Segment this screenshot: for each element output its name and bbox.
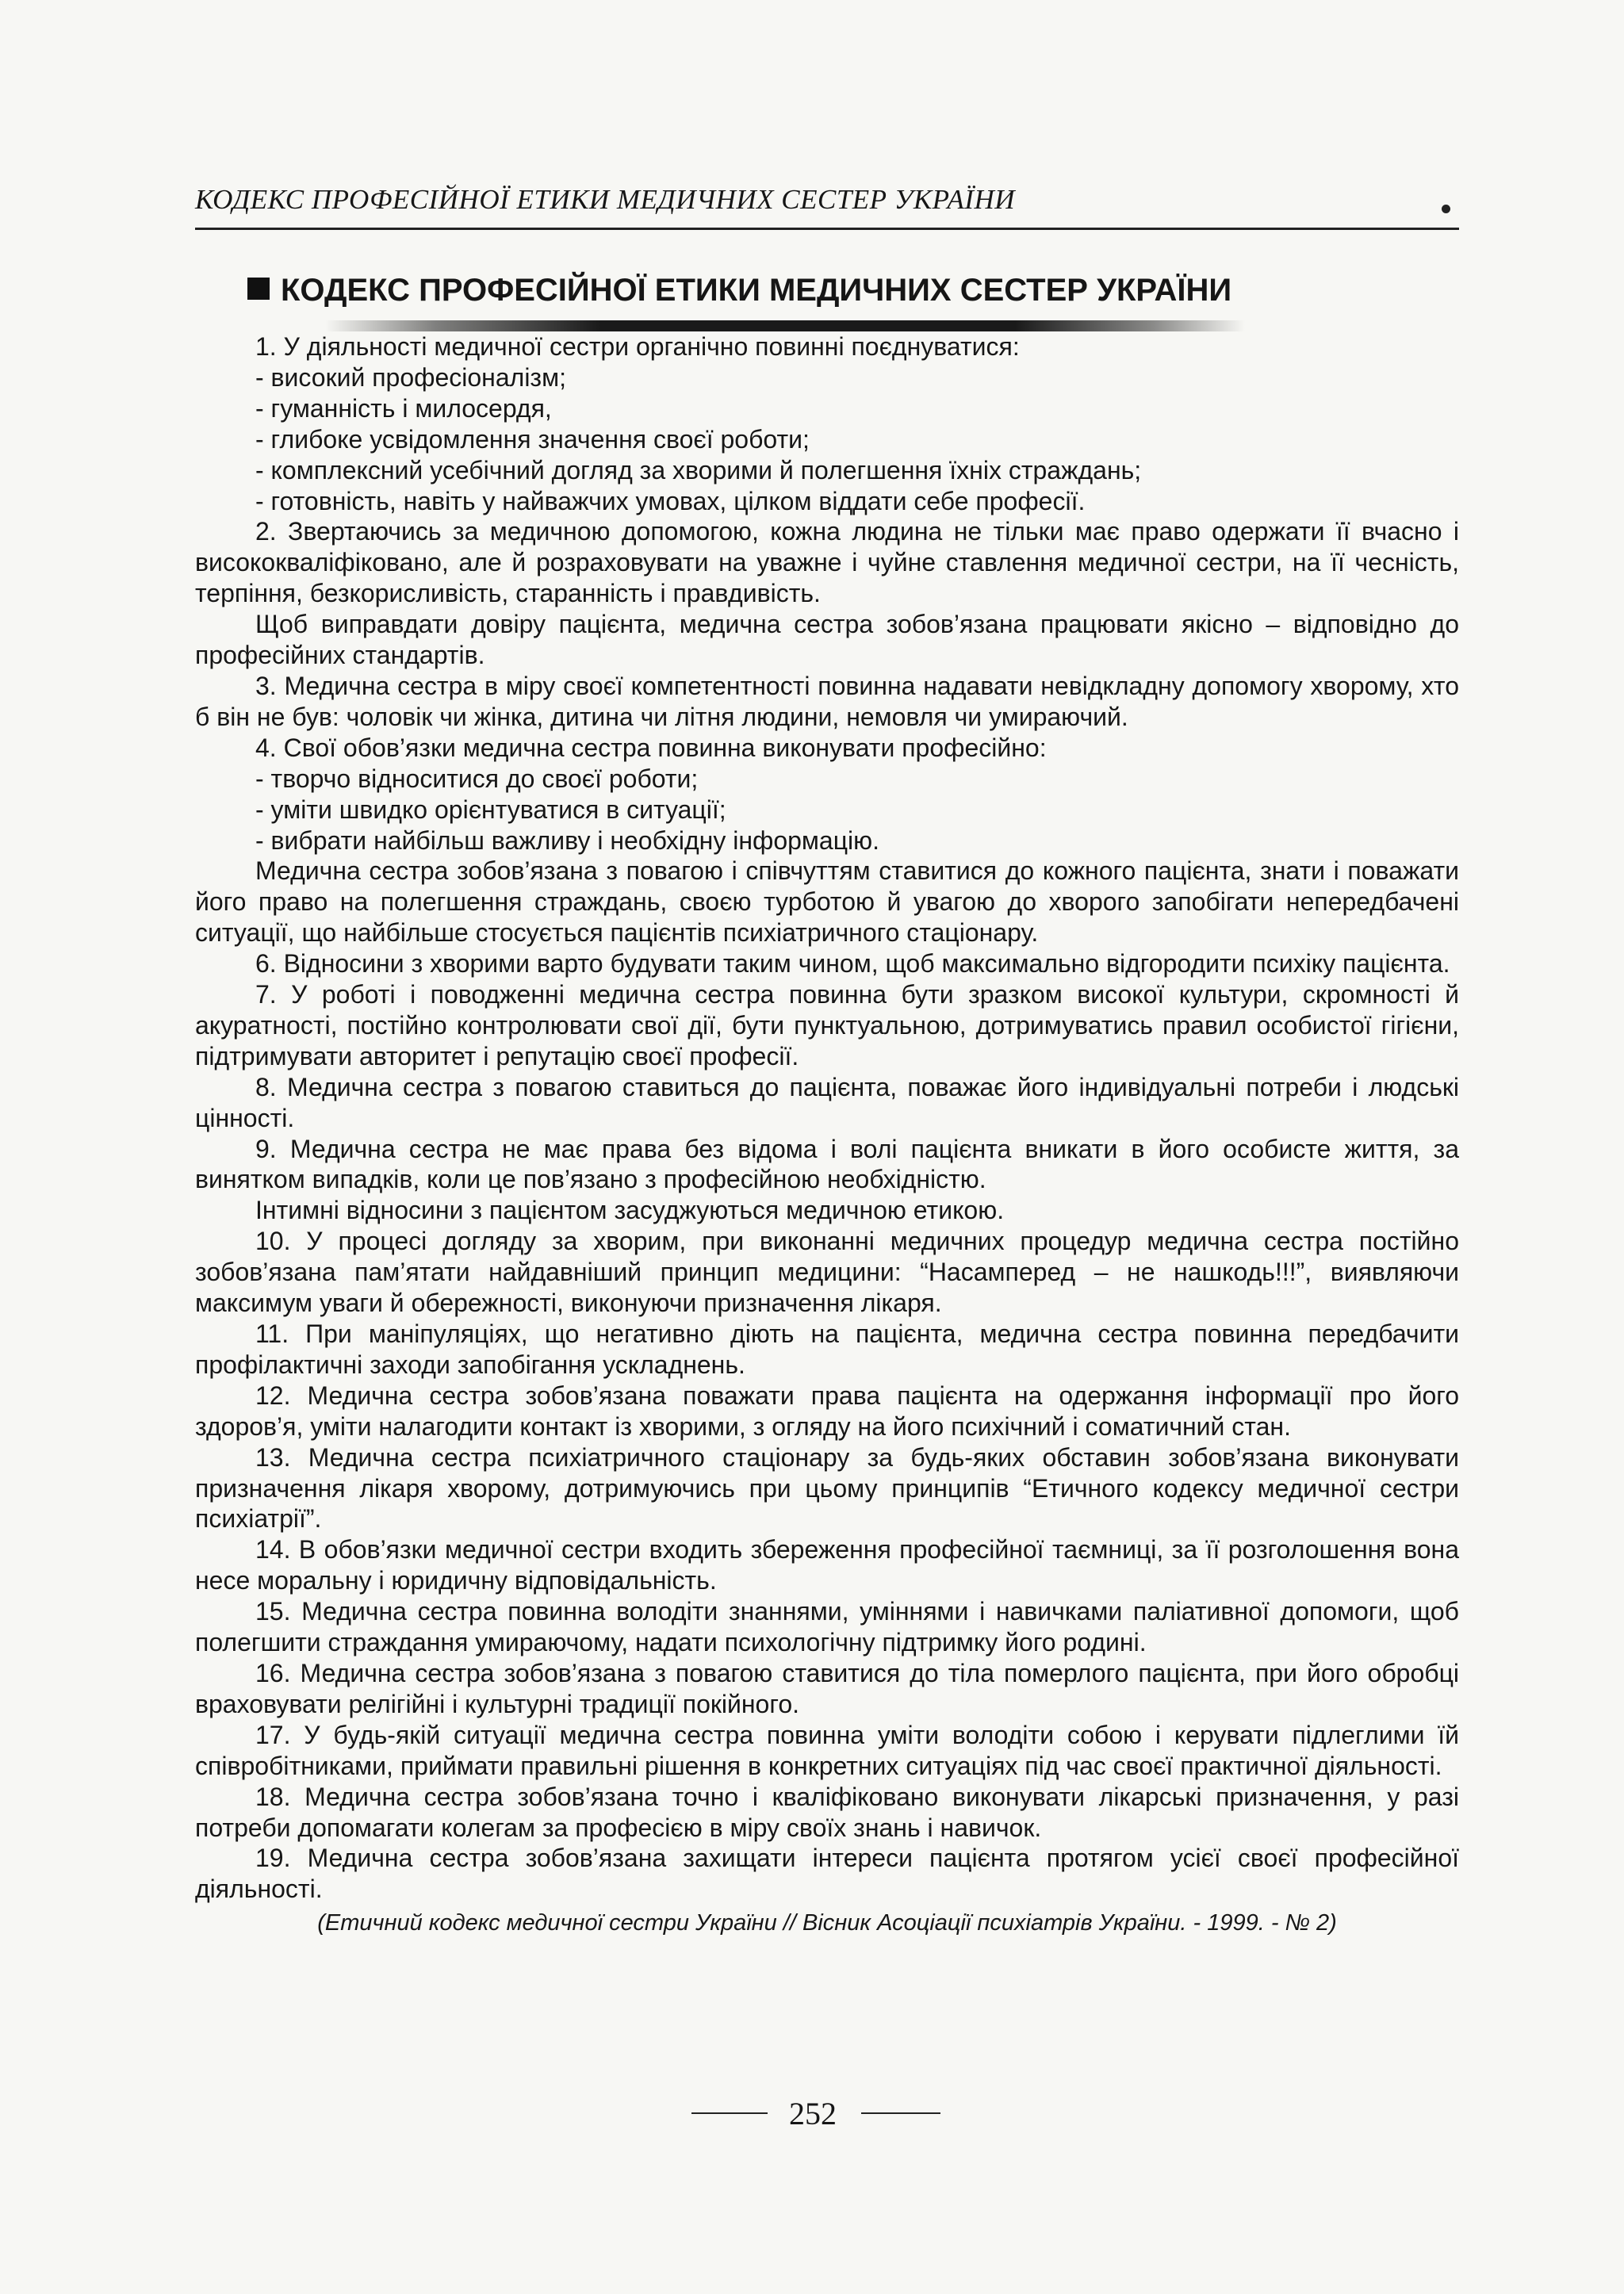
list-item: - творчо відноситися до своєї роботи;: [255, 764, 699, 793]
page-number: 252: [789, 2096, 837, 2131]
footer-rule-left: [691, 2112, 768, 2114]
paragraph: 18. Медична сестра зобов’язана точно і кваліфіковано виконувати лікарські призначення, у разі потреби допомагати колегам за професією в міру своїх знань і навичок.: [195, 1782, 1459, 1842]
paragraph: 2. Звертаючись за медичною допомогою, кожна людина не тільки має право одержати її вчасно і висококваліфіковано, але й розраховувати на уважне і чуйне ставлення медичної сестри, на її чесність, терпіння, безкорисливість, старанність і правдивість.: [195, 517, 1459, 608]
header-dot: [1442, 205, 1450, 213]
section-heading-text: КОДЕКС ПРОФЕСІЙНОЇ ЕТИКИ МЕДИЧНИХ СЕСТЕР УКРАЇНИ: [281, 273, 1232, 308]
body-text: [195, 331, 1459, 1939]
heading-underline: [325, 320, 1245, 331]
paragraph: Щоб виправдати довіру пацієнта, медична сестра зобов’язана працювати якісно – відповідно до професійних стандартів.: [195, 610, 1459, 670]
paragraph: 7. У роботі і поводженні медична сестра повинна бути зразком високої культури, скромності й акуратності, постійно контролювати свої дії, бути пунктуальною, дотримуватись правил особистої гігієни, підтримувати авторитет і репутацію своєї професії.: [195, 980, 1459, 1070]
paragraph: 13. Медична сестра психіатричного стаціонару за будь-яких обставин зобов’язана виконувати призначення лікаря хворому, дотримуючись при цьому принципів “Етичного кодексу медичної сестри психіатрії”.: [195, 1442, 1459, 1534]
list-item: - глибоке усвідомлення значення своєї роботи;: [255, 424, 810, 454]
header-rule: [195, 228, 1459, 230]
list-item: - готовність, навіть у найважчих умовах, цілком віддати себе професії.: [255, 486, 1086, 515]
source-citation: (Етичний кодекс медичної сестри України // Вісник Асоціації психіатрів України. - 1999. - № 2): [317, 1910, 1337, 1936]
list-item: - гуманність і милосердя,: [255, 393, 552, 423]
paragraph: 11. При маніпуляціях, що негативно діють на пацієнта, медична сестра повинна передбачити профілактичні заходи запобігання ускладнень.: [195, 1319, 1459, 1379]
list-item: - високий професіоналізм;: [255, 362, 566, 392]
paragraph: 4. Свої обов’язки медична сестра повинна виконувати професійно:: [255, 733, 1047, 762]
paragraph: 12. Медична сестра зобов’язана поважати права пацієнта на одержання інформації про його здоров’я, уміти налагодити контакт із хворими, з огляду на його психічний і соматичний стан.: [195, 1381, 1459, 1441]
square-bullet-icon: [247, 278, 270, 300]
paragraph: 10. У процесі догляду за хворим, при виконанні медичних процедур медична сестра постійно зобов’язана пам’ятати найдавніший принцип медицини: “Насамперед – не нашкодь!!!”, виявляючи максимум уваги й обережності, виконуючи призначення лікаря.: [195, 1227, 1459, 1318]
paragraph: 15. Медична сестра повинна володіти знаннями, уміннями і навичками паліативної допомоги, щоб полегшити страждання умираючому, надати психологічну підтримку його родині.: [195, 1597, 1459, 1657]
paragraph: 3. Медична сестра в міру своєї компетентності повинна надавати невідкладну допомогу хворому, хто б він не був: чоловік чи жінка, дитина чи літня людини, немовля чи умираючий.: [195, 671, 1459, 731]
paragraph: 8. Медична сестра з повагою ставиться до пацієнта, поважає його індивідуальні потреби і людські цінності.: [195, 1072, 1459, 1132]
paragraph: 1. У діяльності медичної сестри органічно повинні поєднуватися:: [255, 332, 1020, 361]
paragraph: Медична сестра зобов’язана з повагою і співчуттям ставитися до кожного пацієнта, знати і поважати його право на полегшення страждань, своєю турботою й увагою до хворого запобігати непередбачені ситуації, що найбільше стосується пацієнтів психіатричного стаціонару.: [195, 856, 1459, 948]
section-heading: [247, 273, 1358, 308]
paragraph: 16. Медична сестра зобов’язана з повагою ставитися до тіла померлого пацієнта, при його обробці враховувати релігійні і культурні традиції покійного.: [195, 1658, 1459, 1718]
footer-rule-right: [861, 2112, 940, 2114]
paragraph: 17. У будь-якій ситуації медична сестра повинна уміти володіти собою і керувати підлеглими їй співробітниками, приймати правильні рішення в конкретних ситуаціях під час своєї практичної діяльності.: [195, 1720, 1459, 1780]
paragraph: 14. В обов’язки медичної сестри входить збереження професійної таємниці, за її розголошення вона несе моральну і юридичну відповідальність.: [195, 1535, 1459, 1595]
list-item: - комплексний усебічний догляд за хворими й полегшення їхніх страждань;: [255, 455, 1142, 484]
paragraph: Інтимні відносини з пацієнтом засуджуються медичною етикою.: [255, 1196, 1005, 1225]
list-item: - уміти швидко орієнтуватися в ситуації;: [255, 795, 726, 824]
list-item: - вибрати найбільш важливу і необхідну інформацію.: [255, 825, 880, 855]
running-header: КОДЕКС ПРОФЕСІЙНОЇ ЕТИКИ МЕДИЧНИХ СЕСТЕР УКРАЇНИ: [195, 184, 1015, 215]
paragraph: 6. Відносини з хворими варто будувати таким чином, щоб максимально відгородити психіку пацієнта.: [255, 949, 1450, 978]
paragraph: 19. Медична сестра зобов’язана захищати інтереси пацієнта протягом усієї своєї професійної діяльності.: [195, 1844, 1459, 1904]
paragraph: 9. Медична сестра не має права без відома і волі пацієнта вникати в його особисте життя, за винятком випадків, коли це пов’язано з професійною необхідністю.: [195, 1134, 1459, 1194]
